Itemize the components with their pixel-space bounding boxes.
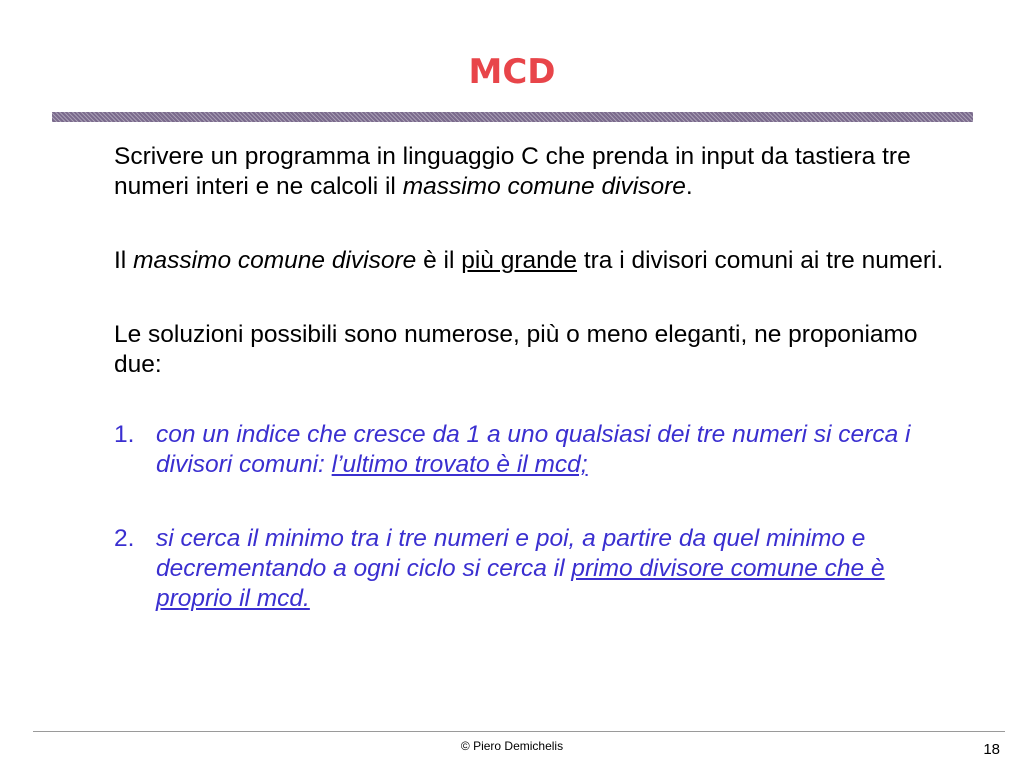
page-number: 18: [983, 741, 1000, 758]
paragraph-definition-start: Il: [114, 247, 134, 274]
paragraph-solutions: Le soluzioni possibili sono numerose, più o meno eleganti, ne proponiamo due:: [114, 321, 918, 378]
list-item-2: [114, 524, 954, 614]
list-underline-2: primo divisore comune che è proprio il mcd.: [156, 555, 885, 612]
paragraph-intro: [114, 142, 954, 202]
list-text-1: con un indice che cresce da 1 a uno qualsiasi dei tre numeri si cerca i divisori comuni:: [156, 421, 911, 478]
slide-body: [114, 142, 954, 658]
title-divider: [52, 112, 973, 122]
list-item-1: [114, 420, 954, 480]
list-underline-1: l’ultimo trovato è il mcd;: [331, 451, 588, 478]
paragraph-definition: [114, 246, 954, 276]
list-text-2: si cerca il minimo tra i tre numeri e poi, a partire da quel minimo e decrementando a ogni ciclo si cerca il: [156, 525, 866, 582]
paragraph-definition-mid: è il: [416, 247, 462, 274]
list-number-1: 1.: [114, 421, 135, 448]
paragraph-definition-italic: massimo comune divisore: [133, 247, 417, 274]
list-number-2: 2.: [114, 525, 135, 552]
paragraph-intro-end: .: [685, 173, 693, 200]
paragraph-intro-text: Scrivere un programma in linguaggio C che prenda in input da tastiera tre numeri interi e ne calcoli il: [114, 143, 911, 200]
paragraph-definition-underline: più grande: [461, 247, 578, 274]
footer-copyright: © Piero Demichelis: [460, 739, 564, 753]
slide-title: MCD: [468, 52, 556, 92]
paragraph-intro-italic: massimo comune divisore: [402, 173, 686, 200]
paragraph-definition-end: tra i divisori comuni ai tre numeri.: [577, 247, 944, 274]
footer-divider: [33, 731, 1005, 732]
